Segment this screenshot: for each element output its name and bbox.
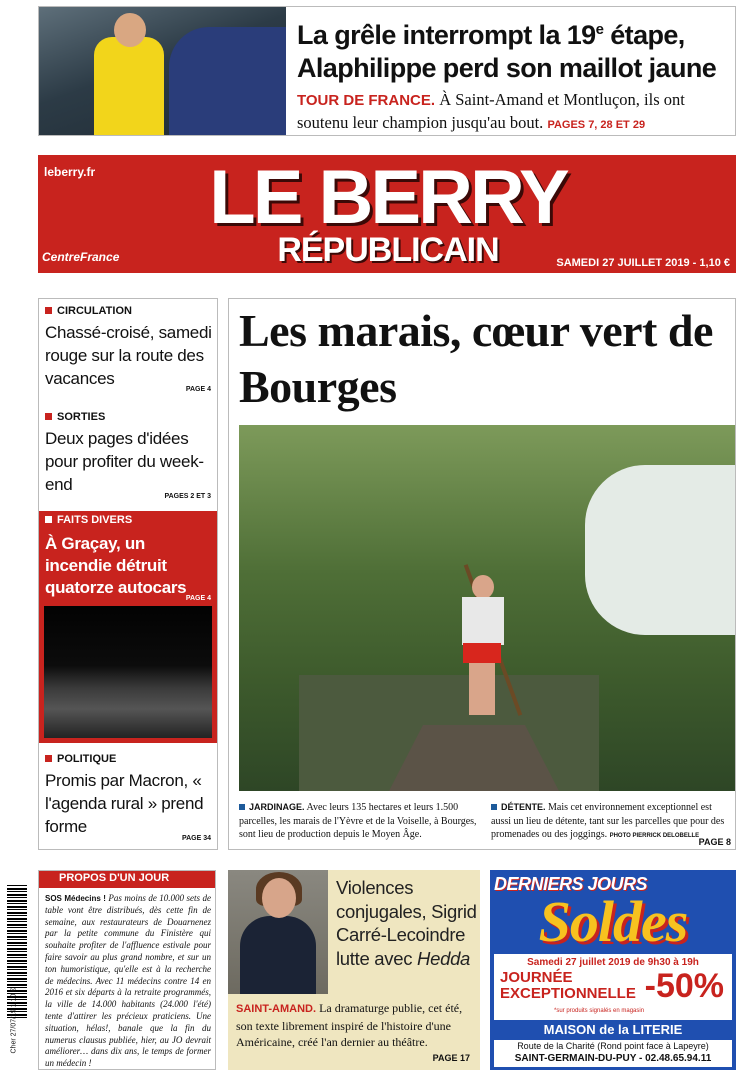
propos-kicker: SOS Médecins ! (45, 894, 106, 903)
violence-kicker: SAINT-AMAND. (236, 1003, 317, 1015)
headline-circulation[interactable]: Chassé-croisé, samedi rouge sur la route des vacances (45, 323, 212, 388)
violence-title-italic: Hedda (417, 947, 471, 969)
caption-kicker: JARDINAGE. (239, 802, 305, 812)
yellow-jersey (94, 37, 164, 135)
ad-address-line2: SAINT-GERMAIN-DU-PUY - 02.48.65.94.11 (514, 1053, 712, 1064)
headline-sorties[interactable]: Deux pages d'idées pour profiter du week-end (45, 429, 204, 494)
teaser-title-sup: e (595, 21, 604, 38)
caption-kicker: DÉTENTE. (491, 802, 546, 812)
photo-credit: PHOTO PIERRICK DELOBELLE (609, 833, 700, 839)
burned-buses-photo (44, 606, 212, 738)
ad-brand: MAISON de la LITERIE (543, 1022, 683, 1037)
teaser-text: À Saint-Amand et Montluçon, ils ont soutenu leur champion jusqu'au bout. (297, 90, 685, 132)
headline-politique[interactable]: Promis par Macron, « l'agenda rural » prend forme (45, 771, 204, 836)
section-label: POLITIQUE (45, 753, 116, 765)
page-ref: PAGE 17 (432, 1053, 470, 1063)
page-ref: PAGE 8 (698, 837, 731, 847)
marais-photo (239, 425, 735, 791)
newspaper-logo[interactable]: LE BERRY (209, 155, 567, 240)
ad-discount: -50% (644, 967, 724, 1005)
ad-derniers-jours: DERNIERS JOURS (494, 874, 648, 894)
teaser-kicker: TOUR DE FRANCE. (297, 92, 436, 109)
caption-detente (491, 801, 731, 844)
issue-date-price: SAMEDI 27 JUILLET 2019 - 1,10 € (556, 257, 730, 269)
ad-date: Samedi 27 juillet 2019 de 9h30 à 19h (527, 957, 699, 968)
headline-faits-divers[interactable]: À Graçay, un incendie détruit quatorze autocars (45, 534, 187, 597)
page-ref: PAGE 4 (185, 595, 211, 602)
barcode (5, 885, 35, 1054)
cyclist-photo (39, 7, 286, 135)
page-ref: PAGES 2 ET 3 (164, 493, 211, 500)
ad-address (494, 1040, 732, 1067)
team-car (169, 27, 286, 135)
page-ref: PAGE 4 (185, 386, 211, 393)
masthead (38, 155, 736, 273)
newspaper-logo-sub: RÉPUBLICAIN (277, 231, 499, 269)
portrait-photo (228, 870, 328, 994)
boatman (457, 575, 507, 715)
section-label: FAITS DIVERS (45, 514, 132, 526)
violence-text: La dramaturge publie, cet été, son texte librement inspiré de l'histoire d'une Américaine, créé l'an dernier au théâtre. (236, 1001, 463, 1049)
ad-jour2: EXCEPTIONNELLE (500, 985, 636, 1002)
caption-text: Avec leurs 135 hectares et leurs 1.500 parcelles, les marais de l'Yèvre et de la Voiselle, à Bourges, sont lieu de production depuis le Moyen Âge. (239, 802, 477, 840)
violence-title: Violences conjugales, Sigrid Carré-Lecoindre lutte avec (336, 877, 477, 969)
ad-offer (494, 954, 732, 1020)
propos-body: Pas moins de 10.000 sets de table vont être distribués, dès cette fin de semaine, aux restaurateurs de Douarnenez par la petite commune du Finistère qui souhaite profiter de l'affluence estivale pour faire savoir au plus grand nombre, et sur un ton humoristique, qu'elle est à la recherche de médecins. Avec 11 médecins contre 14 en 2016 et six départs à la retraite programmés, la ville de 14.000 habitants (24.000 l'été) tente d'attirer les précieux praticiens. Une situation, hélas!, banale que la fin du numerus clausus publiée, hier, au JO devrait améliorer… dans dix ans, le temps de former un médecin ! (45, 893, 211, 1069)
teaser-title-line2: Alaphilippe perd son maillot jaune (297, 53, 717, 83)
ad-soldes: Soldes (538, 889, 688, 954)
soldes-advertisement[interactable] (490, 870, 736, 1070)
propos-text (45, 893, 211, 1070)
teaser-pages: PAGES 7, 28 ET 29 (547, 119, 646, 131)
ad-address-line1: Route de la Charité (Rond point face à Lapeyre) (517, 1041, 709, 1051)
cyclist-head (114, 13, 146, 47)
caption-jardinage (239, 801, 481, 842)
caption-text: Mais cet environnement exceptionnel est aussi un lieu de détente, tant sur les parcelles que pour des promenades ou des joggings. (491, 802, 725, 840)
section-label: SORTIES (45, 411, 105, 423)
main-story (228, 298, 736, 850)
site-url[interactable]: leberry.fr (44, 165, 96, 179)
teaser-summary (297, 89, 733, 136)
page-ref: PAGE 34 (181, 835, 211, 842)
propos-heading: PROPOS D'UN JOUR (39, 871, 215, 888)
barcode-text: Cher 27/07/19 1,10 € (10, 987, 18, 1054)
group-logo: CentreFrance (42, 250, 120, 264)
violence-story[interactable] (228, 870, 480, 1070)
teaser-headline[interactable] (297, 13, 733, 85)
violence-headline[interactable] (336, 876, 478, 970)
teaser-title-end: étape, (603, 20, 685, 50)
propos-box (38, 870, 216, 1070)
sky (585, 465, 735, 635)
section-label: CIRCULATION (45, 305, 132, 317)
violence-summary (236, 1000, 476, 1051)
top-teaser[interactable] (38, 6, 736, 136)
ad-note: *sur produits signalés en magasin (554, 1008, 645, 1014)
ad-jour1: JOURNÉE (500, 969, 573, 986)
teaser-title-part: La grêle interrompt la 19 (297, 20, 596, 50)
left-column (38, 298, 218, 850)
main-headline[interactable]: Les marais, cœur vert de Bourges (239, 305, 713, 412)
faits-divers-box[interactable] (39, 511, 217, 743)
ad-journee (500, 970, 636, 1002)
